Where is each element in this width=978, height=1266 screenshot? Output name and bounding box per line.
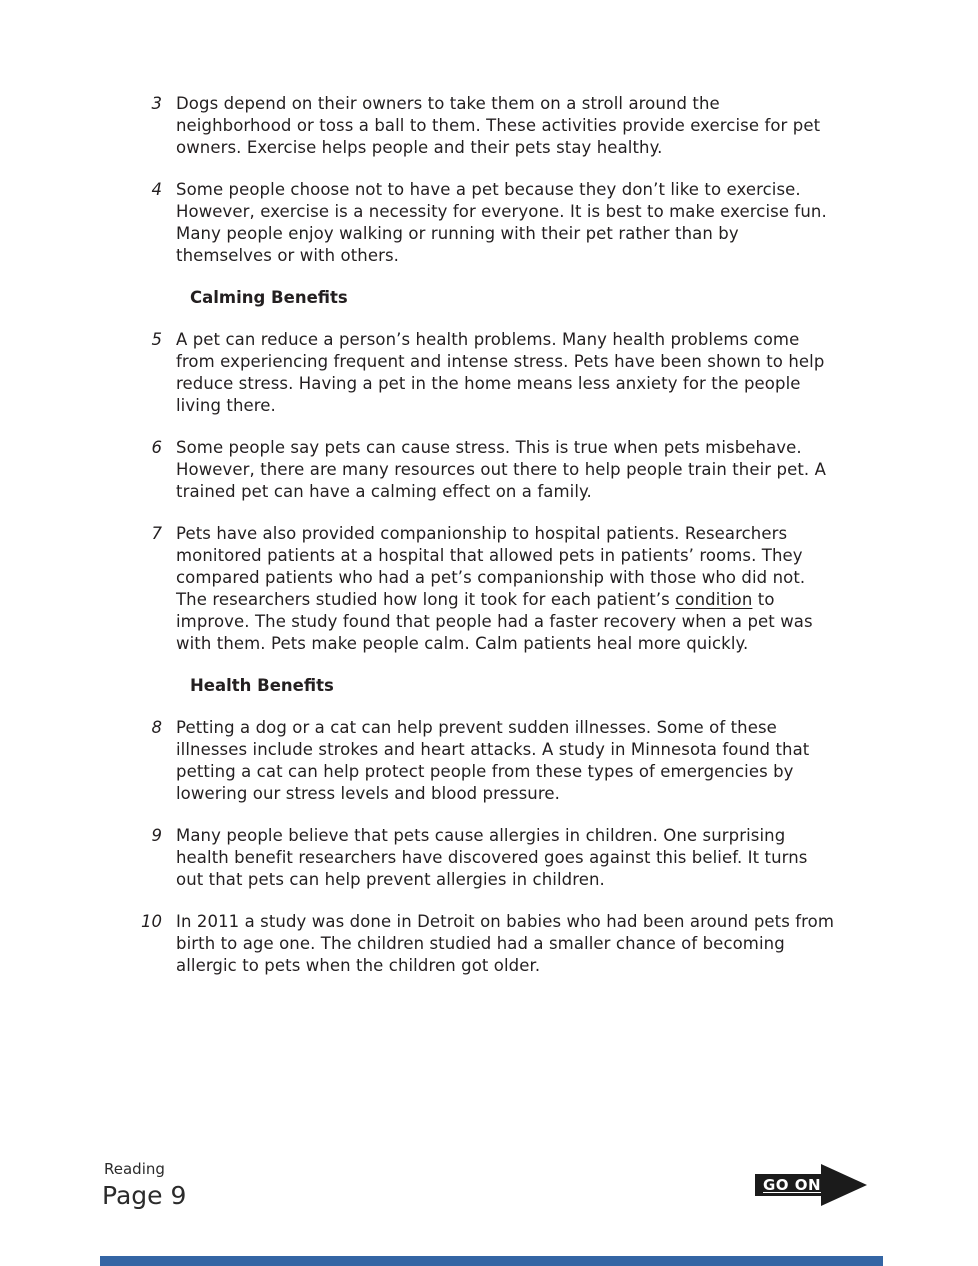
paragraph-number: 9 — [151, 826, 162, 845]
paragraph-row — [100, 329, 870, 417]
paragraph-row — [100, 437, 870, 503]
paragraph-row — [100, 825, 870, 891]
go-on-label: GO ON — [755, 1174, 827, 1196]
paragraph-number: 7 — [151, 524, 162, 543]
paragraph-row — [100, 911, 870, 977]
paragraph-text: Many people believe that pets cause allergies in children. One surprising health benefit researchers have discovered goes against this belief. It turns out that pets can help prevent allergies in children. — [176, 826, 808, 889]
paragraph-text: Some people choose not to have a pet because they don’t like to exercise. However, exercise is a necessity for everyone. It is best to make exercise fun. Many people enjoy walking or running with their pet rather than by themselves or with others. — [176, 180, 827, 265]
paragraph-text: Dogs depend on their owners to take them on a stroll around the neighborhood or toss a ball to them. These activities provide exercise for pet owners. Exercise helps people and their pets stay healthy. — [176, 94, 821, 157]
bottom-bar — [100, 1256, 883, 1266]
passage — [100, 93, 870, 997]
paragraph-text: Petting a dog or a cat can help prevent sudden illnesses. Some of these illnesses include strokes and heart attacks. A study in Minnesota found that petting a cat can help protect people from these types of emergencies by lowering our stress levels and blood pressure. — [176, 718, 810, 803]
paragraph-number: 10 — [141, 912, 162, 931]
paragraph-number: 8 — [151, 718, 162, 737]
paragraph-number: 6 — [151, 438, 162, 457]
paragraph-row — [100, 523, 870, 655]
underlined-term: condition — [675, 590, 753, 609]
paragraph-row — [100, 717, 870, 805]
paragraph-text: A pet can reduce a person’s health problems. Many health problems come from experiencing frequent and intense stress. Pets have been shown to help reduce stress. Having a pet in the home means less anxiety for the people living there. — [176, 330, 825, 415]
paragraph-text: In 2011 a study was done in Detroit on babies who had been around pets from birth to age one. The children studied had a smaller chance of becoming allergic to pets when the children got older. — [176, 912, 835, 975]
section-heading: Health Benefits — [190, 676, 334, 695]
paragraph-text: Some people say pets can cause stress. This is true when pets misbehave. However, there are many resources out there to help people train their pet. A trained pet can have a calming effect on a family. — [176, 438, 826, 501]
paragraph-number: 3 — [151, 94, 162, 113]
paragraph-text: Pets have also provided companionship to hospital patients. Researchers monitored patients at a hospital that allowed pets in patients’ rooms. They compared patients who had a pet’s companionship with those who did not. The researchers studied how long it took for each patient’s condition to improve. The study found that people had a faster recovery when a pet was with them. Pets make people calm. Calm patients heal more quickly. — [176, 524, 813, 653]
go-on-sign[interactable] — [755, 1164, 867, 1206]
arrow-right-icon — [821, 1164, 867, 1206]
section-heading: Calming Benefits — [190, 288, 348, 307]
paragraph-number: 5 — [151, 330, 162, 349]
paragraph-row — [100, 93, 870, 159]
paragraph-row — [100, 179, 870, 267]
footer-page-number: Page 9 — [102, 1181, 187, 1210]
footer-section-label: Reading — [104, 1160, 165, 1178]
paragraph-number: 4 — [151, 180, 162, 199]
